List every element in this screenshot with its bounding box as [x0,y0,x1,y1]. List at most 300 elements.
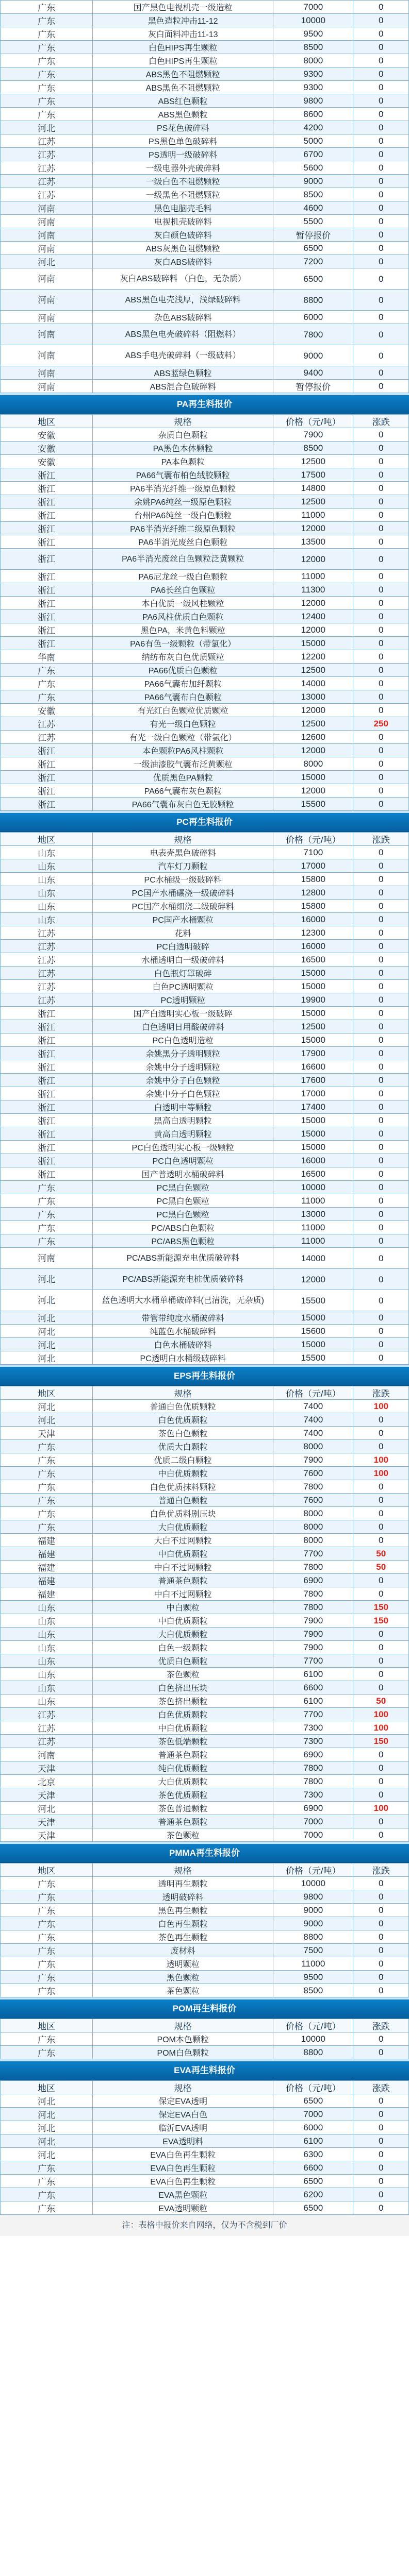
table-row [1,2134,409,2148]
change-cell: 250 [353,717,409,731]
spec-cell: 电表壳黑色破碎料 [93,846,273,859]
table-row [1,1708,409,1721]
change-cell: 0 [353,2201,409,2215]
region-cell: 浙江 [1,1167,93,1181]
change-cell: 0 [353,345,409,366]
region-cell: 浙江 [1,1007,93,1020]
column-header: 价格（元/吨） [273,2019,353,2032]
price-cell: 7700 [273,1708,353,1721]
spec-cell: 茶色低端颗粒 [93,1735,273,1748]
price-cell: 7600 [273,1467,353,1480]
change-cell: 0 [353,268,409,290]
spec-cell: PC黑白色颗粒 [93,1208,273,1221]
region-cell: 浙江 [1,468,93,482]
price-cell: 7000 [273,1828,353,1842]
table-row [1,1351,409,1365]
price-cell: 5000 [273,134,353,148]
price-cell: 8500 [273,41,353,54]
region-cell: 山东 [1,1601,93,1614]
table-row [1,1400,409,1413]
table-row [1,784,409,798]
table-row [1,1,409,14]
change-cell: 0 [353,1114,409,1127]
price-cell: 7900 [273,428,353,442]
spec-cell: PA6有色一级颗粒（带氯化） [93,637,273,650]
section-title: PA再生料报价 [0,393,409,414]
column-header: 涨跌 [353,833,409,846]
change-cell: 0 [353,228,409,242]
region-cell: 浙江 [1,1087,93,1100]
change-cell: 0 [353,495,409,509]
region-cell: 浙江 [1,549,93,570]
price-cell: 15500 [273,1351,353,1365]
price-cell: 9300 [273,81,353,94]
region-cell: 河南 [1,1748,93,1761]
table-row [1,1167,409,1181]
spec-cell: ABS黑色电壳破碎料（阻燃料） [93,324,273,345]
price-cell: 6100 [273,1668,353,1681]
region-cell: 广东 [1,1,93,14]
region-cell: 河北 [1,1290,93,1311]
table-row [1,94,409,108]
change-cell: 0 [353,873,409,886]
price-cell: 16500 [273,1167,353,1181]
spec-cell: EVA白色再生颗粒 [93,2161,273,2175]
spec-cell: 灰白ABS破碎料 （白色，无杂质） [93,268,273,290]
change-cell: 0 [353,900,409,913]
change-cell: 0 [353,535,409,549]
table-row [1,1761,409,1775]
change-cell: 0 [353,255,409,268]
change-cell: 0 [353,757,409,771]
table-row [1,1127,409,1141]
change-cell: 0 [353,14,409,27]
change-cell: 0 [353,744,409,757]
change-cell: 0 [353,215,409,228]
change-cell: 0 [353,1587,409,1601]
spec-cell: 白色一级颗粒 [93,1641,273,1654]
spec-cell: ABS黑色颗粒 [93,108,273,121]
spec-cell: 优质二级白颗粒 [93,1453,273,1467]
change-cell: 0 [353,1440,409,1453]
spec-cell: PA6半消光废丝白色颗粒泛黄颗粒 [93,549,273,570]
price-cell: 15800 [273,900,353,913]
table-row [1,468,409,482]
spec-cell: 白色挤出压块 [93,1681,273,1694]
price-cell: 11000 [273,1194,353,1208]
region-cell: 河南 [1,380,93,393]
change-cell: 0 [353,597,409,610]
table-row [1,201,409,215]
region-cell: 河南 [1,290,93,311]
spec-cell: PA6半消光废丝白色颗粒 [93,535,273,549]
table-row [1,1520,409,1534]
change-cell: 0 [353,1815,409,1828]
spec-cell: 余姚中分子白色颗粒 [93,1074,273,1087]
table-row [1,1930,409,1944]
region-cell: 河南 [1,242,93,255]
column-header: 价格（元/吨） [273,415,353,428]
price-cell: 11000 [273,1234,353,1248]
column-header: 地区 [1,415,93,428]
region-cell: 河南 [1,228,93,242]
table-row [1,1154,409,1167]
table-row [1,1074,409,1087]
change-cell: 0 [353,482,409,495]
region-cell: 广东 [1,14,93,27]
region-cell: 广东 [1,67,93,81]
region-cell: 浙江 [1,509,93,522]
column-header: 地区 [1,1386,93,1400]
spec-cell: ABS黑色电壳浅厚，浅绿破碎料 [93,290,273,311]
region-cell: 浙江 [1,570,93,583]
table-row [1,1020,409,1033]
region-cell: 浙江 [1,637,93,650]
table-row [1,798,409,811]
table-row [1,967,409,980]
spec-cell: 纯白优质颗粒 [93,1761,273,1775]
spec-cell: 本白优质一级风柱颗粒 [93,597,273,610]
change-cell: 0 [353,2046,409,2059]
region-cell: 天津 [1,1761,93,1775]
spec-cell: 普通茶色颗粒 [93,1748,273,1761]
price-cell: 13000 [273,690,353,704]
price-cell: 10000 [273,1181,353,1194]
table-header-row [1,2081,409,2094]
price-cell: 6100 [273,2134,353,2148]
table-row [1,2175,409,2188]
price-cell: 9000 [273,1904,353,1917]
spec-cell: 白色HIPS再生颗粒 [93,54,273,67]
price-cell: 7200 [273,255,353,268]
price-cell: 11000 [273,570,353,583]
change-cell: 150 [353,1601,409,1614]
price-cell: 8000 [273,1507,353,1520]
table-row [1,428,409,442]
change-cell: 0 [353,81,409,94]
price-cell: 4600 [273,201,353,215]
table-row [1,846,409,859]
spec-cell: 汽车灯刀颗粒 [93,859,273,873]
change-cell: 0 [353,1904,409,1917]
change-cell: 0 [353,366,409,380]
price-cell: 14000 [273,677,353,690]
table-row [1,771,409,784]
table-row [1,1338,409,1351]
region-cell: 山东 [1,873,93,886]
region-cell: 浙江 [1,535,93,549]
table-row [1,1325,409,1338]
price-cell: 15000 [273,1127,353,1141]
table-row [1,14,409,27]
region-cell: 河南 [1,201,93,215]
price-cell: 12800 [273,886,353,900]
region-cell: 河北 [1,1338,93,1351]
table-row [1,2046,409,2059]
column-header: 地区 [1,2019,93,2032]
table-row [1,1944,409,1957]
spec-cell: 杂色ABS破碎料 [93,311,273,324]
spec-cell: PA66优质白色颗粒 [93,664,273,677]
region-cell: 浙江 [1,1114,93,1127]
table-row [1,345,409,366]
table-row [1,1668,409,1681]
change-cell: 0 [353,1351,409,1365]
footer-note: 注：表格中报价来自网络，仅为不含税到厂价 [0,2215,409,2236]
region-cell: 广东 [1,1208,93,1221]
price-cell: 14800 [273,482,353,495]
region-cell: 浙江 [1,784,93,798]
table-row [1,744,409,757]
region-cell: 山东 [1,1628,93,1641]
column-header: 价格（元/吨） [273,1386,353,1400]
region-cell: 河北 [1,2134,93,2148]
table-row [1,637,409,650]
table-row [1,1507,409,1520]
change-cell: 0 [353,522,409,535]
region-cell: 江苏 [1,1721,93,1735]
region-cell: 浙江 [1,1154,93,1167]
change-cell: 0 [353,2161,409,2175]
price-table [0,832,409,1365]
price-cell: 13000 [273,1208,353,1221]
spec-cell: 一级油漆胶气囊布泛黄颗粒 [93,757,273,771]
change-cell: 0 [353,784,409,798]
spec-cell: 花料 [93,926,273,940]
price-cell: 12000 [273,597,353,610]
change-cell: 0 [353,242,409,255]
region-cell: 广东 [1,1221,93,1234]
table-row [1,366,409,380]
table-row [1,1221,409,1234]
region-cell: 山东 [1,913,93,926]
region-cell: 河北 [1,1802,93,1815]
table-row [1,41,409,54]
spec-cell: 一级白色不阻燃颗粒 [93,175,273,188]
spec-cell: 透明再生颗粒 [93,1877,273,1890]
table-row [1,1060,409,1074]
region-cell: 浙江 [1,610,93,623]
change-cell: 0 [353,1748,409,1761]
change-cell: 0 [353,926,409,940]
spec-cell: 优质黑色PA颗粒 [93,771,273,784]
region-cell: 广东 [1,1453,93,1467]
spec-cell: 保定EVA白色 [93,2108,273,2121]
price-cell: 6700 [273,148,353,161]
region-cell: 广东 [1,54,93,67]
table-row [1,1735,409,1748]
change-cell: 0 [353,1654,409,1668]
change-cell: 0 [353,1534,409,1547]
table-row [1,900,409,913]
spec-cell: 有光一级白色颗粒 [93,717,273,731]
change-cell: 0 [353,41,409,54]
region-cell: 安徽 [1,428,93,442]
table-row [1,549,409,570]
change-cell: 0 [353,108,409,121]
spec-cell: 中白优质颗粒 [93,1614,273,1628]
region-cell: 广东 [1,108,93,121]
price-cell: 12500 [273,1020,353,1033]
change-cell: 0 [353,859,409,873]
table-row [1,690,409,704]
change-cell: 100 [353,1802,409,1815]
price-cell: 12300 [273,926,353,940]
region-cell: 河北 [1,2094,93,2108]
price-cell: 6500 [273,242,353,255]
change-cell: 0 [353,324,409,345]
spec-cell: 茶色颗粒 [93,1668,273,1681]
spec-cell: 茶色颗粒 [93,1828,273,1842]
change-cell: 0 [353,637,409,650]
table-row [1,717,409,731]
price-cell: 15000 [273,637,353,650]
table-row [1,1587,409,1601]
region-cell: 浙江 [1,771,93,784]
region-cell: 江苏 [1,1708,93,1721]
change-cell: 0 [353,1761,409,1775]
change-cell: 0 [353,188,409,201]
spec-cell: PC透明颗粒 [93,993,273,1007]
price-cell: 7700 [273,1547,353,1561]
spec-cell: 杂质白色颗粒 [93,428,273,442]
spec-cell: ABS黑色不阻燃颗粒 [93,81,273,94]
region-cell: 天津 [1,1788,93,1802]
price-cell: 6500 [273,2094,353,2108]
price-cell: 16000 [273,1154,353,1167]
price-cell: 16500 [273,953,353,967]
region-cell: 广东 [1,1917,93,1930]
change-cell: 0 [353,2121,409,2134]
region-cell: 浙江 [1,1074,93,1087]
price-cell: 6900 [273,1748,353,1761]
change-cell: 0 [353,1775,409,1788]
price-cell: 6500 [273,2201,353,2215]
spec-cell: PC/ABS白色颗粒 [93,1221,273,1234]
price-cell: 12000 [273,623,353,637]
price-cell: 7900 [273,1641,353,1654]
table-row [1,482,409,495]
region-cell: 北京 [1,1775,93,1788]
region-cell: 浙江 [1,1141,93,1154]
region-cell: 河北 [1,121,93,134]
region-cell: 江苏 [1,175,93,188]
spec-cell: 茶色优质颗粒 [93,1788,273,1802]
table-row [1,1721,409,1735]
region-cell: 江苏 [1,731,93,744]
price-cell: 6500 [273,2175,353,2188]
region-cell: 浙江 [1,1033,93,1047]
region-cell: 江苏 [1,926,93,940]
price-cell: 11300 [273,583,353,597]
price-cell: 17000 [273,859,353,873]
table-row [1,859,409,873]
price-cell: 8500 [273,1984,353,1997]
price-cell: 7300 [273,1721,353,1735]
spec-cell: 保定EVA透明 [93,2094,273,2108]
column-header: 价格（元/吨） [273,2081,353,2094]
price-cell: 9800 [273,94,353,108]
table-row [1,886,409,900]
table-row [1,1234,409,1248]
change-cell: 0 [353,980,409,993]
change-cell: 0 [353,148,409,161]
change-cell: 0 [353,27,409,41]
table-row [1,175,409,188]
table-row [1,1802,409,1815]
table-row [1,255,409,268]
change-cell: 0 [353,704,409,717]
region-cell: 河南 [1,1248,93,1269]
price-table [0,1863,409,1997]
table-row [1,650,409,664]
price-cell: 暂停报价 [273,380,353,393]
price-cell: 12000 [273,522,353,535]
table-row [1,1007,409,1020]
price-cell: 12000 [273,549,353,570]
price-cell: 12000 [273,784,353,798]
change-cell: 0 [353,886,409,900]
change-cell: 100 [353,1453,409,1467]
spec-cell: POM白色颗粒 [93,2046,273,2059]
column-header: 地区 [1,2081,93,2094]
table-row [1,1047,409,1060]
price-cell: 15000 [273,1007,353,1020]
price-table [0,0,409,393]
region-cell: 广东 [1,690,93,704]
spec-cell: EVA白色再生颗粒 [93,2148,273,2161]
price-cell: 7800 [273,1601,353,1614]
table-row [1,1788,409,1802]
region-cell: 广东 [1,1971,93,1984]
region-cell: 江苏 [1,161,93,175]
table-row [1,926,409,940]
table-row [1,509,409,522]
table-row [1,1614,409,1628]
change-cell: 0 [353,1984,409,1997]
region-cell: 江苏 [1,953,93,967]
spec-cell: 茶色颗粒 [93,1984,273,1997]
region-cell: 广东 [1,1957,93,1971]
price-cell: 17600 [273,1074,353,1087]
spec-cell: 国产黑色电视机壳一级造粒 [93,1,273,14]
region-cell: 广东 [1,2032,93,2046]
price-cell: 12500 [273,495,353,509]
price-cell: 15500 [273,1290,353,1311]
spec-cell: 有光红白色颗粒优质颗粒 [93,704,273,717]
region-cell: 广东 [1,81,93,94]
price-cell: 17500 [273,468,353,482]
table-row [1,242,409,255]
table-row [1,1775,409,1788]
change-cell: 0 [353,1127,409,1141]
region-cell: 天津 [1,1828,93,1842]
table-row [1,1815,409,1828]
spec-cell: 余姚中分子透明颗粒 [93,1060,273,1074]
price-cell: 7400 [273,1427,353,1440]
spec-cell: POM本色颗粒 [93,2032,273,2046]
table-header-row [1,1386,409,1400]
change-cell: 100 [353,1708,409,1721]
region-cell: 浙江 [1,1060,93,1074]
spec-cell: 白色水桶破碎料 [93,1338,273,1351]
spec-cell: 中白优质颗粒 [93,1721,273,1735]
price-cell: 10000 [273,2032,353,2046]
table-row [1,664,409,677]
price-cell: 11000 [273,1957,353,1971]
column-header: 地区 [1,833,93,846]
spec-cell: PA6尼龙丝一级白色颗粒 [93,570,273,583]
